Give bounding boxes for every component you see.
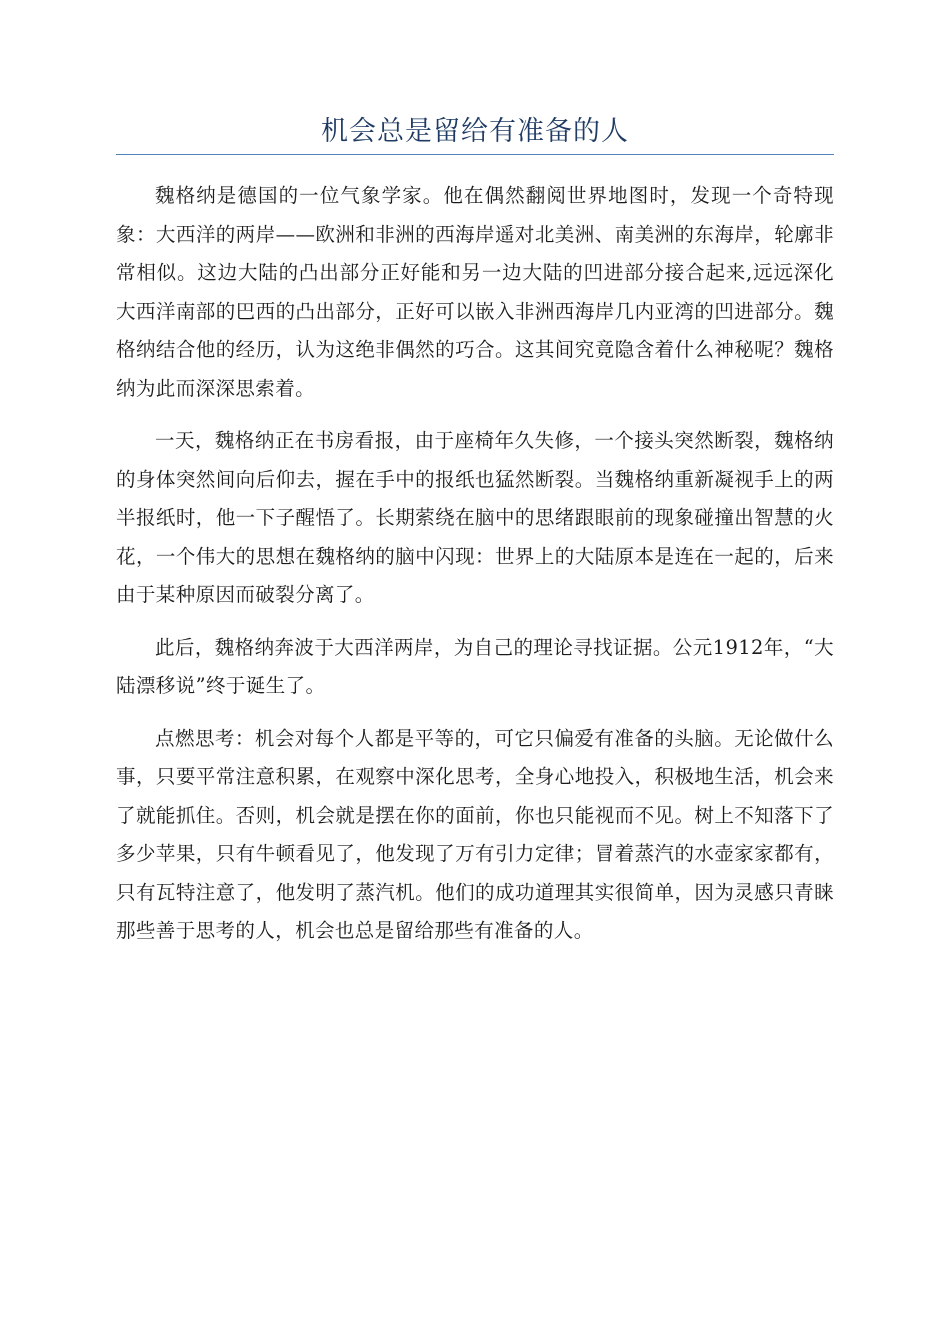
paragraph-3: 此后，魏格纳奔波于大西洋两岸，为自己的理论寻找证据。公元1912年，“大陆漂移说”终于诞生了。 <box>116 635 834 697</box>
title-underline <box>116 154 834 155</box>
paragraph-1: 魏格纳是德国的一位气象学家。他在偶然翻阅世界地图时，发现一个奇特现象：大西洋的两岸——欧洲和非洲的西海岸遥对北美洲、南美洲的东海岸，轮廓非常相似。这边大陆的凸出部分正好能和另一边大陆的凹进部分接合起来,远远深化大西洋南部的巴西的凸出部分，正好可以嵌入非洲西海岸几内亚湾的凹进部分。魏格纳结合他的经历，认为这绝非偶然的巧合。这其间究竟隐含着什么神秘呢？魏格纳为此而深深思索着。 <box>116 184 834 400</box>
document-title: 机会总是留给有准备的人 <box>321 116 629 147</box>
document-page <box>116 110 834 965</box>
document-body <box>116 177 834 951</box>
paragraph-4: 点燃思考：机会对每个人都是平等的，可它只偏爱有准备的头脑。无论做什么事，只要平常注意积累，在观察中深化思考，全身心地投入，积极地生活，机会来了就能抓住。否则，机会就是摆在你的面前，你也只能视而不见。树上不知落下了多少苹果，只有牛顿看见了，他发现了万有引力定律；冒着蒸汽的水壶家家都有，只有瓦特注意了，他发明了蒸汽机。他们的成功道理其实很简单，因为灵感只青睐那些善于思考的人，机会也总是留给那些有准备的人。 <box>116 726 834 942</box>
paragraph-2: 一天，魏格纳正在书房看报，由于座椅年久失修，一个接头突然断裂，魏格纳的身体突然间向后仰去，握在手中的报纸也猛然断裂。当魏格纳重新凝视手上的两半报纸时，他一下子醒悟了。长期萦绕在脑中的思绪跟眼前的现象碰撞出智慧的火花，一个伟大的思想在魏格纳的脑中闪现：世界上的大陆原本是连在一起的，后来由于某种原因而破裂分离了。 <box>116 429 834 606</box>
